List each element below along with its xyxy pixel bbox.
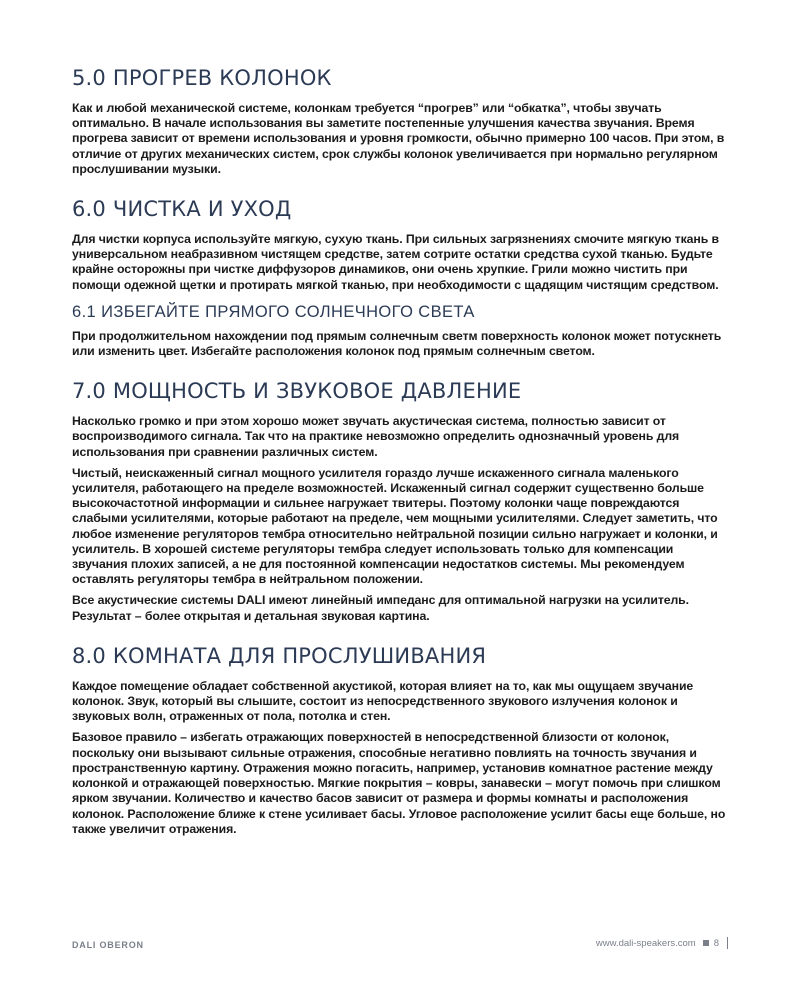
paragraph: Все акустические системы DALI имеют линейный импеданс для оптимальной нагрузки на усилитель. Результат – более открытая и детальная звуковая картина.	[72, 593, 689, 623]
paragraph: Базовое правило – избегать отражающих поверхностей в непосредственной близости от колонок, поскольку они вызывают сильные отражения, способные негативно повлиять на точность звучания и пространственную картину. Отражения можно погасить, например, установив комнатное растение между колонкой и отражающей поверхностью. Мягкие покрытия – ковры, занавески – могут помочь при слишком ярком звучании. Количество и качество басов зависит от размера и формы комнаты и расположения колонок. Расположение ближе к стене усиливает басы. Угловое расположение усилит басы еще больше, но также увеличит отражения.	[72, 730, 726, 836]
subsection-title: 6.1 ИЗБЕГАЙТЕ ПРЯМОГО СОЛНЕЧНОГО СВЕТА	[72, 302, 475, 321]
section-title: 7.0 МОЩНОСТЬ И ЗВУКОВОЕ ДАВЛЕНИЕ	[72, 379, 522, 404]
section-title: 5.0 ПРОГРЕВ КОЛОНОК	[72, 66, 332, 90]
section-room	[72, 644, 732, 837]
paragraph: Насколько громко и при этом хорошо может звучать акустическая система, полностью зависит от воспроизводимого сигнала. Так что на практике невозможно определить однозначный уровень для использования при сравнении различных систем.	[72, 414, 680, 459]
divider	[727, 937, 728, 949]
section-title: 8.0 КОМНАТА ДЛЯ ПРОСЛУШИВАНИЯ	[72, 643, 487, 668]
footer-page-info	[596, 937, 728, 949]
section-cleaning	[72, 197, 732, 359]
paragraph: Как и любой механической системе, колонкам требуется “прогрев” или “обкатка”, чтобы звучать оптимально. В начале использования вы заметите постепенные улучшения качества звучания. Время прогрева зависит от времени использования и уровня громкости, обычно примерно 100 часов. При этом, в отличие от других механических систем, срок службы колонок увеличивается при нормально регулярном прослушивании музыки.	[72, 101, 725, 176]
paragraph: Для чистки корпуса используйте мягкую, сухую ткань. При сильных загрязнениях смочите мягкую ткань в универсальном неабразивном чистящем средстве, затем сотрите остатки средства сухой тканью. Будьте крайне осторожны при чистке диффузоров динамиков, они очень хрупкие. Грили можно чистить при помощи одежной щетки и протирать мягкой тканью, при необходимости с щадящим чистящим средством.	[72, 232, 719, 292]
paragraph: Чистый, неискаженный сигнал мощного усилителя гораздо лучше искаженного сигнала маленького усилителя, работающего на пределе возможностей. Искаженный сигнал содержит существенно больше высокочастотной информации и сильнее нагружает твитеры. Поэтому колонки чаще повреждаются слабыми усилителями, которые работают на пределе, чем мощными усилителями. Следует заметить, что любое изменение регуляторов тембра относительно нейтральной позиции сильно нагружает и колонки, и усилитель. В хорошей системе регуляторы тембра следует использовать только для компенсации звучания плохих записей, а не для постоянной компенсации недостатков системы. Мы рекомендуем оставлять регуляторы тембра в нейтральном положении.	[72, 465, 718, 587]
page-number: 8	[713, 937, 719, 949]
paragraph: При продолжительном нахождении под прямым солнечным светм поверхность колонок может потускнеть или изменить цвет. Избегайте расположения колонок под прямым солнечным светом.	[72, 328, 722, 359]
paragraph: Каждое помещение обладает собственной акустикой, которая влияет на то, как мы ощущаем звучание колонок. Звук, который вы слышите, состоит из непосредственного звукового излучения колонок и звуковых волн, отраженных от пола, потолка и стен.	[72, 678, 694, 724]
square-bullet-icon	[703, 940, 709, 946]
section-title: 6.0 ЧИСТКА И УХОД	[72, 197, 292, 222]
footer-product-name: DALI OBERON	[72, 940, 144, 950]
document-body	[72, 66, 732, 857]
footer-website-link[interactable]: www.dali-speakers.com	[595, 937, 696, 949]
section-warmup	[72, 66, 732, 177]
section-power	[72, 379, 732, 624]
